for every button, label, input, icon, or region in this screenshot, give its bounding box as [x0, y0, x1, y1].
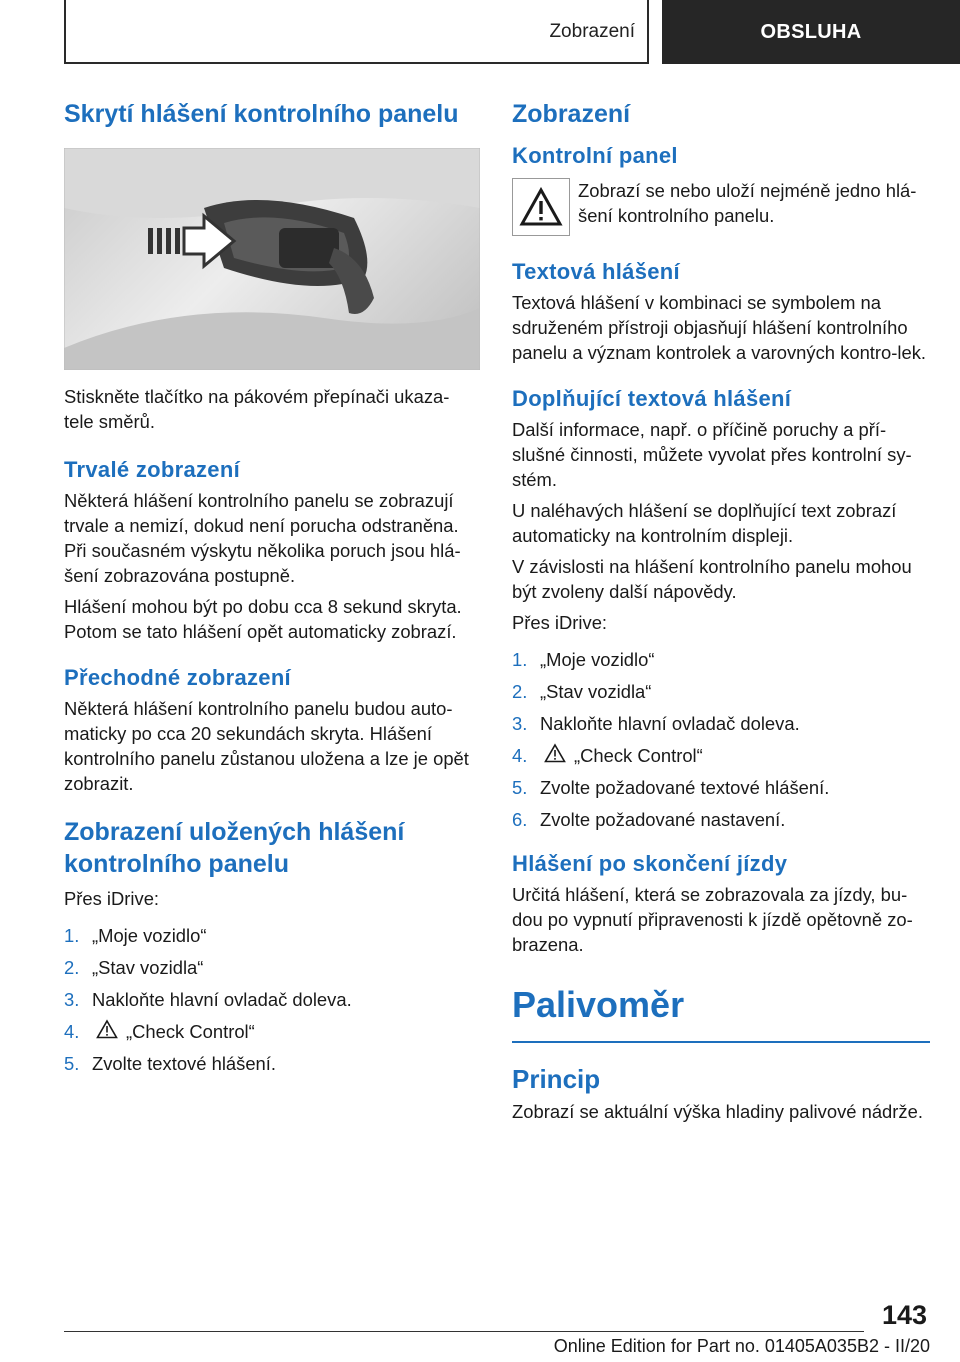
stored-intro: Přes iDrive:	[64, 888, 160, 909]
end-paragraph: Určitá hlášení, která se zobrazovala za jízdy, bu-dou po vypnutí připravenosti k jízdě opětovně zo-brazena.	[512, 884, 913, 955]
chapter-tab: OBSLUHA	[662, 0, 960, 64]
warning-triangle-icon	[96, 1019, 118, 1039]
warning-triangle-icon	[544, 743, 566, 763]
stored-title: Zobrazení uložených hlášení kontrolního panelu	[64, 818, 405, 878]
stored-steps-list	[64, 923, 480, 1076]
extra-paragraph-3: V závislosti na hlášení kontrolního panelu mohou být zvoleny další nápovědy.	[512, 556, 912, 602]
list-item: 6. Zvolte požadované nastavení.	[512, 809, 786, 830]
list-item: 3. Nakloňte hlavní ovladač doleva.	[64, 989, 352, 1010]
extra-steps-list	[512, 647, 930, 832]
extra-paragraph-1: Další informace, např. o příčině poruchy a pří-slušné činnosti, můžete vyvolat přes kontrolní sy-stém.	[512, 419, 912, 490]
list-item: 1. „Moje vozidlo“	[512, 649, 655, 670]
chapter-rule	[512, 1041, 930, 1043]
right-column	[512, 98, 930, 1124]
left-column	[64, 98, 480, 1083]
display-title: Zobrazení	[512, 100, 631, 128]
list-item: 2. „Stav vozidla“	[512, 681, 652, 702]
permanent-paragraph-2: Hlášení mohou být po dobu cca 8 sekund skryta. Potom se tato hlášení opět automaticky zobrazí.	[64, 596, 462, 642]
textmsg-title: Textová hlášení	[512, 259, 680, 284]
page-number: 143	[882, 1300, 928, 1330]
textmsg-paragraph: Textová hlášení v kombinaci se symbolem na sdruženém přístroji objasňují hlášení kontrolního panelu a význam kontrolek a varovných kontro-lek.	[512, 292, 926, 363]
footer-rule	[64, 1331, 864, 1332]
transient-title: Přechodné zobrazení	[64, 665, 291, 690]
transient-paragraph: Některá hlášení kontrolního panelu budou auto-maticky po cca 20 sekundách skryta. Hlášení kontrolního panelu zůstanou uložena a lze je opět zobrazit.	[64, 698, 469, 794]
fuel-gauge-title: Palivoměr	[512, 984, 685, 1025]
list-item: 2. „Stav vozidla“	[64, 957, 204, 978]
permanent-paragraph-1: Některá hlášení kontrolního panelu se zobrazují trvale a nemizí, dokud není porucha odstraněna. Při současném výskytu několika poruch jsou hlá-šení zobrazována postupně.	[64, 490, 461, 586]
warning-note	[512, 178, 930, 236]
lever-drawing	[64, 148, 480, 370]
panel-text: Zobrazí se nebo uloží nejméně jedno hlá-šení kontrolního panelu.	[578, 180, 917, 226]
list-item: 5. Zvolte textové hlášení.	[64, 1053, 277, 1074]
list-item: 4. „Check Control“	[64, 1021, 255, 1042]
hide-text: Stiskněte tlačítko na pákovém přepínači ukaza-tele směrů.	[64, 386, 450, 432]
list-item: 3. Nakloňte hlavní ovladač doleva.	[512, 713, 800, 734]
panel-title: Kontrolní panel	[512, 143, 678, 168]
end-title: Hlášení po skončení jízdy	[512, 851, 788, 876]
extra-intro: Přes iDrive:	[512, 612, 608, 633]
list-item: 4. „Check Control“	[512, 745, 703, 766]
warning-box	[512, 178, 570, 236]
hide-title: Skrytí hlášení kontrolního panelu	[64, 100, 459, 128]
principle-title: Princip	[512, 1064, 601, 1094]
edition-note: Online Edition for Part no. 01405A035B2 - II/20	[553, 1336, 930, 1356]
list-item: 1. „Moje vozidlo“	[64, 925, 207, 946]
permanent-title: Trvalé zobrazení	[64, 457, 240, 482]
turn-signal-lever-illustration	[64, 148, 480, 370]
extra-paragraph-2: U naléhavých hlášení se doplňující text zobrazí automaticky na kontrolním displeji.	[512, 500, 897, 546]
principle-paragraph: Zobrazí se aktuální výška hladiny palivové nádrže.	[512, 1101, 923, 1122]
warning-triangle-icon	[519, 187, 563, 227]
extra-title: Doplňující textová hlášení	[512, 386, 792, 411]
list-item: 5. Zvolte požadované textové hlášení.	[512, 777, 830, 798]
section-name: Zobrazení	[549, 21, 635, 42]
